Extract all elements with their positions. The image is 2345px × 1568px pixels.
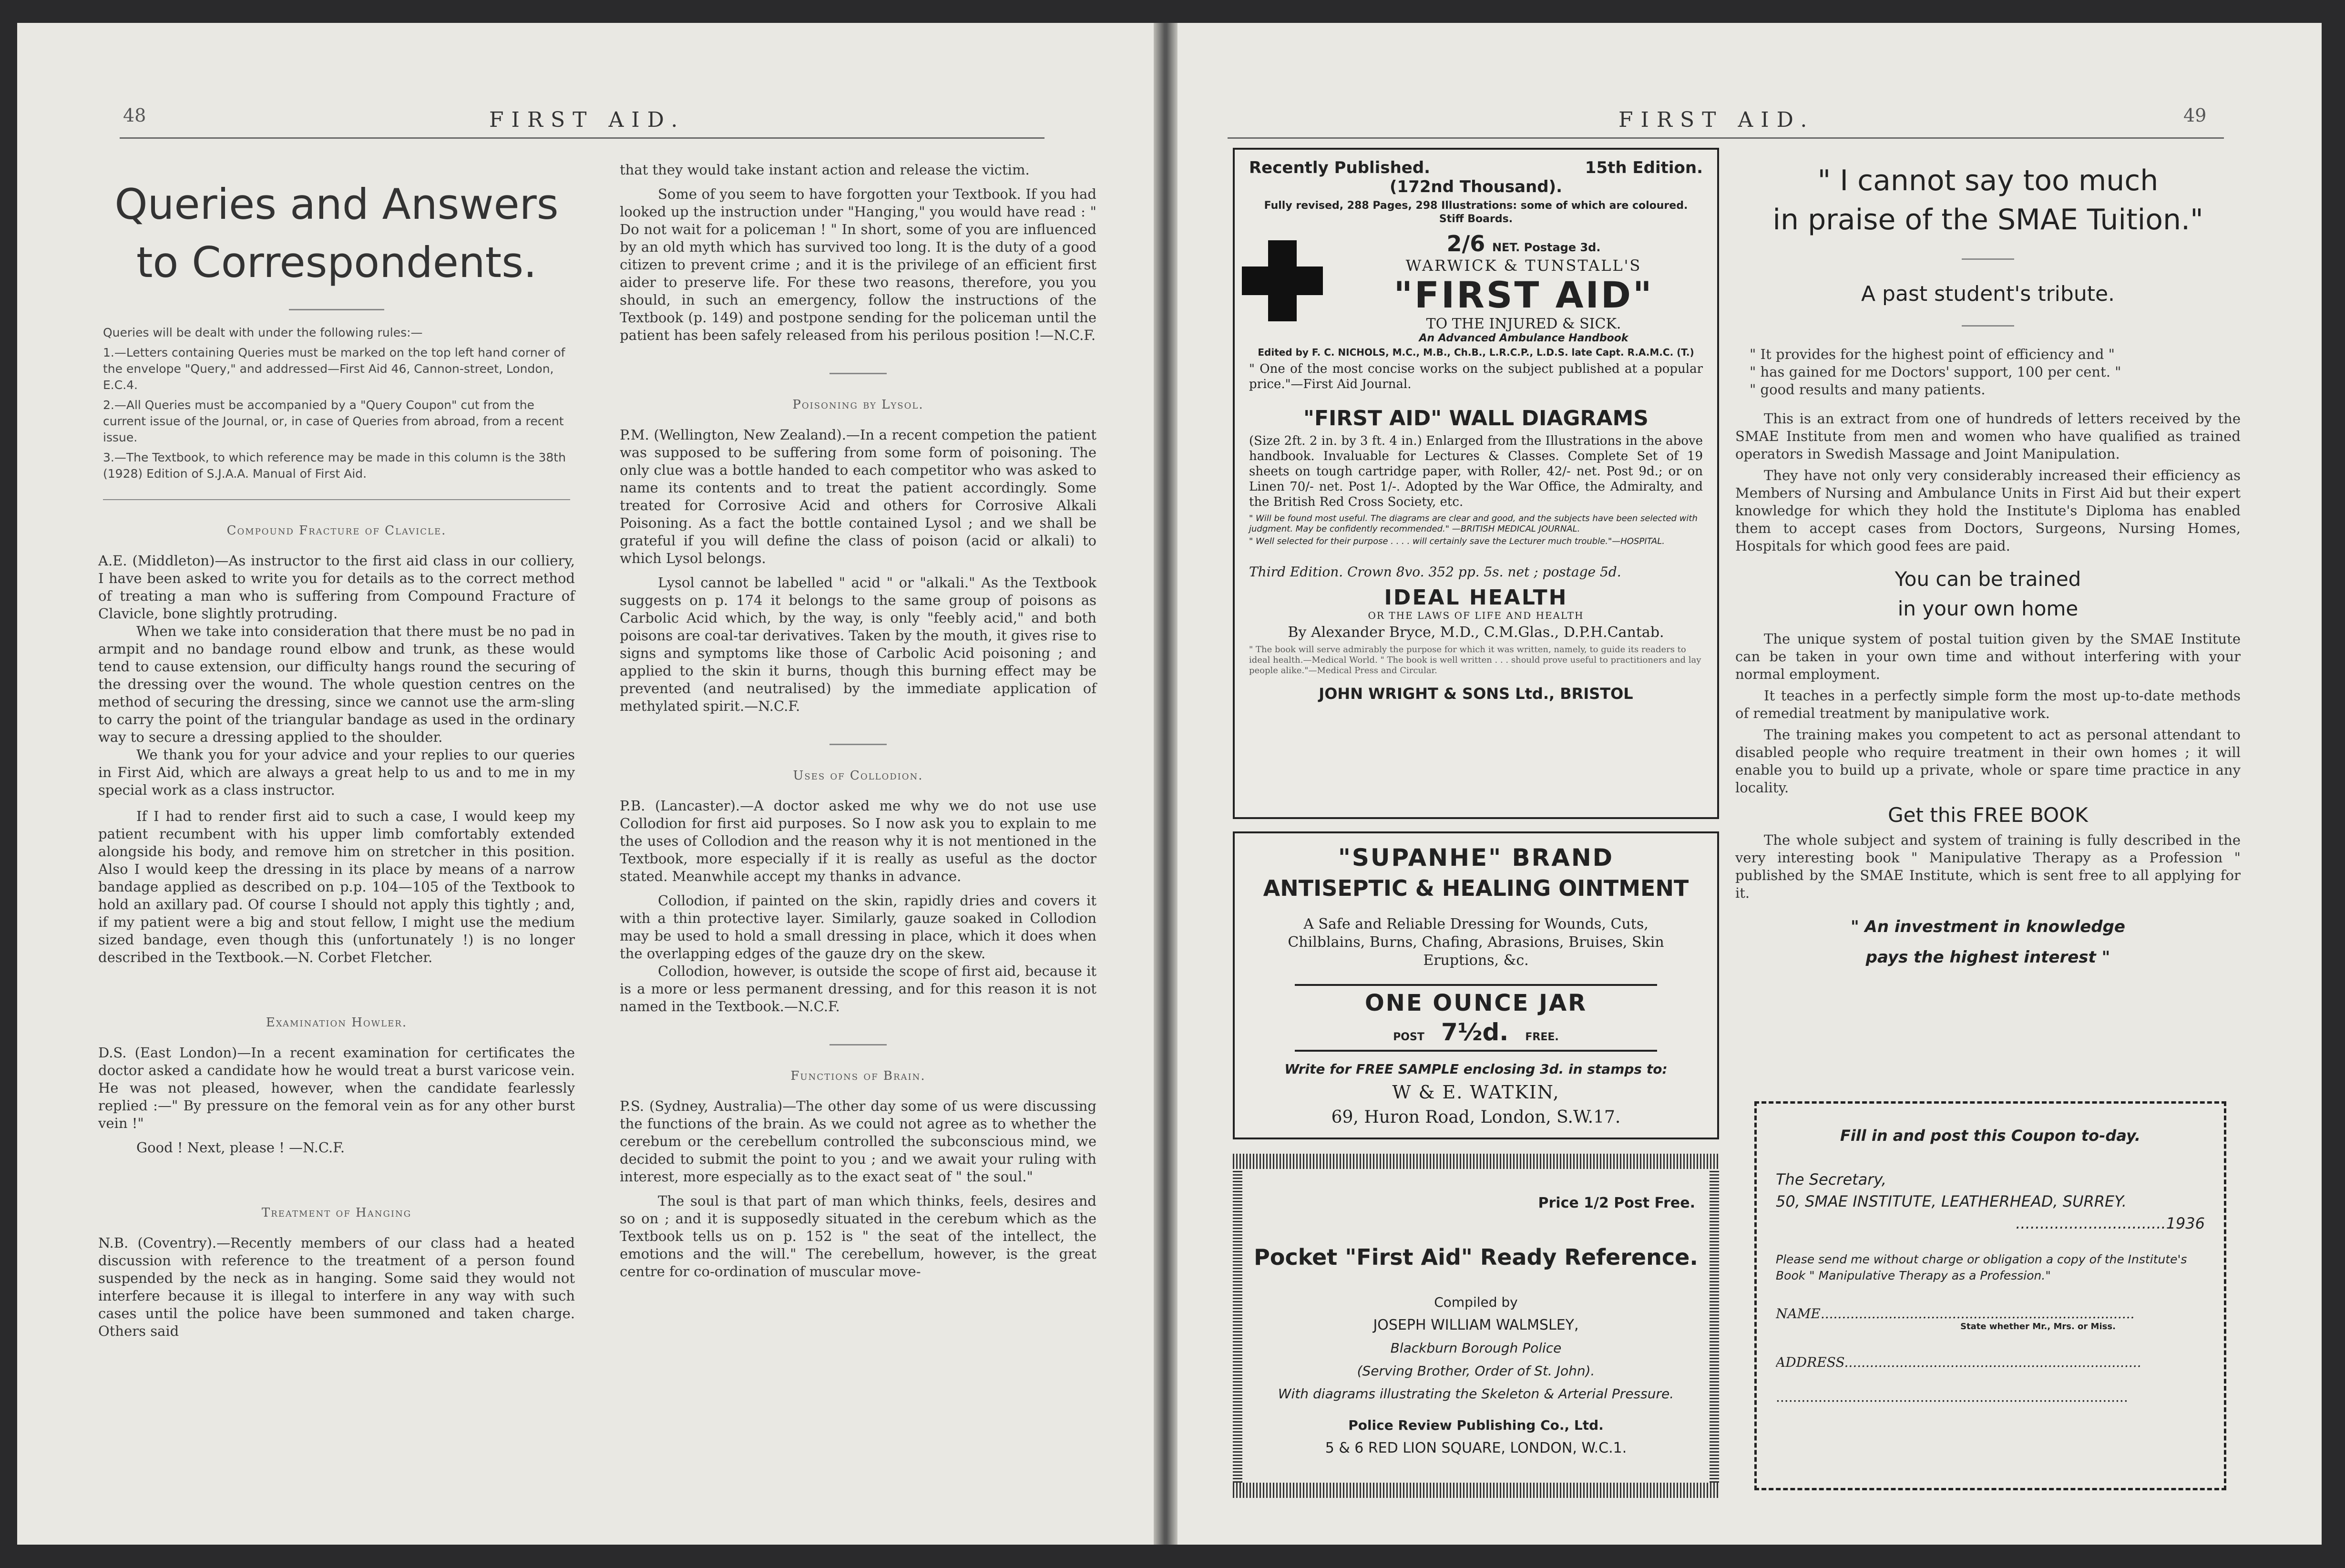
section-heading: Uses of Collodion. — [793, 769, 923, 783]
title-line-2: to Correspondents. — [136, 238, 537, 287]
coupon-to-line-2: 50, SMAE INSTITUTE, LEATHERHEAD, SURREY. — [1776, 1192, 2127, 1210]
coupon-address-block — [1776, 1168, 2205, 1234]
rules-intro: Queries will be dealt with under the following rules:— — [103, 326, 423, 339]
diagrams-quote: " Well selected for their purpose . . . . will certainly save the Lecturer much trouble."—HOSPITAL. — [1249, 536, 1665, 546]
smae-quote — [1735, 346, 2241, 399]
left-column-1 — [98, 175, 575, 1340]
headline-line-1: " I cannot say too much — [1817, 164, 2159, 197]
paragraph: Some of you seem to have forgotten your Textbook. If you had looked up the instruction under "Hanging," you would have read : " Do not wait for a policeman ! " In short, some of you are influenced by an old myth which has survived too long. It is the duty of a good citizen to prevent crime ; and it is the privilege of an efficient first aider to preserve life. For these two reasons, therefore, you you should, in such an emergency, follow the instructions of the Textbook (p. 149) and postpone sending for the policeman until the patient has been safely released from his perilous position !—N.C.F. — [620, 186, 1096, 343]
free-book-heading: Get this FREE BOOK — [1888, 803, 2088, 827]
coupon-request: Please send me without charge or obligation a copy of the Institute's Book " Manipulative Therapy as a Profession." — [1776, 1252, 2187, 1282]
paragraph: The unique system of postal tuition given by the SMAE Institute can be taken in your own time and without interfering with your normal employment. — [1735, 631, 2241, 682]
rule-2: 2.—All Queries must be accompanied by a "Query Coupon" cut from the current issue of the Journal, or, in case of Queries from abroad, from a recent issue. — [103, 398, 564, 444]
pocket-publisher-address: 5 & 6 RED LION SQUARE, LONDON, W.C.1. — [1325, 1440, 1627, 1456]
ideal-health-subtitle: OR THE LAWS OF LIFE AND HEALTH — [1368, 610, 1584, 621]
rule-1: 1.—Letters containing Queries must be marked on the top left hand corner of the envelope "Query," and addressed—First Aid 46, Cannon-street, London, E.C.4. — [103, 346, 565, 392]
smae-slogan — [1735, 912, 2241, 973]
paragraph: When we take into consideration that there must be no pad in armpit and no bandage round elbow and trunk, as these would tend to cause extension, our difficulty hangs round the securing of the dressing over the wound. The whole question centres on the method of securing the dressing, since we cannot use the arm-sling to carry the point of the triangular bandage as used in the ordinary way to secure a dressing applied to the shoulder. — [98, 623, 575, 745]
wall-diagrams-text: (Size 2ft. 2 in. by 3 ft. 4 in.) Enlarged from the Illustrations in the above handbook. Invaluable for Lectures & Classes. Complete Set of 19 sheets on tough cartridge paper, with Roller, 42/- net. Post 9d.; or on Linen 70/- net. Post 1/-. Adopted by the War Office, the Admiralty, and the British Red Cross Society, etc. — [1249, 434, 1703, 509]
book-price: 2/6 — [1446, 231, 1485, 256]
section-heading: Functions of Brain. — [790, 1069, 926, 1083]
paragraph: D.S. (East London)—In a recent examination for certificates the doctor asked a candidate how he would treat a burst varicose vein. He was not pleased, however, when the candidate fearlessly replied :—" By pressure on the femoral vein as for any other burst vein !" — [98, 1045, 575, 1131]
publisher-name: WARWICK & TUNSTALL'S — [1405, 256, 1642, 275]
supanhe-ointment-ad — [1233, 831, 1719, 1139]
header-rule-right — [1228, 137, 2224, 139]
address-field[interactable]: ADDRESS...................................................................... — [1776, 1354, 2141, 1370]
pocket-price: Price 1/2 Post Free. — [1538, 1195, 1695, 1211]
ointment-description: A Safe and Reliable Dressing for Wounds, Cuts, Chilblains, Burns, Chafing, Abrasions, Bruises, Skin Eruptions, &c. — [1288, 916, 1664, 969]
section-heading: Examination Howler. — [266, 1015, 408, 1030]
serving-line: (Serving Brother, Order of St. John). — [1357, 1363, 1595, 1379]
free-label: FREE. — [1525, 1031, 1559, 1043]
first-aid-book-ad — [1233, 148, 1719, 819]
pocket-details — [1242, 1291, 1710, 1460]
handbook-label: An Advanced Ambulance Handbook — [1419, 332, 1628, 344]
paragraph: P.M. (Wellington, New Zealand).—In a recent competion the patient was supposed to be suffering from some form of poisoning. The only clue was a bottle handed to each competitor who was asked to name its contents and to treat the patient accordingly. Some treated for Corrosive Acid and others for Corrosive Alkali Poisoning. As a fact the bottle contained Lysol ; and we shall be grateful if you will define the class of poison (acid or alkali) to which Lysol belongs. — [620, 427, 1096, 566]
pocket-publisher: Police Review Publishing Co., Ltd. — [1348, 1417, 1604, 1433]
smae-rule — [1962, 325, 2014, 327]
post-label: POST — [1393, 1031, 1424, 1043]
paragraph: that they would take instant action and release the victim. — [620, 162, 1030, 178]
paragraph: If I had to render first aid to such a case, I would keep my patient recumbent with his upper limb comfortably extended alongside his body, and remove him on stretcher in this position. Also I would keep the dressing in its place by means of a narrow bandage applied as described on p.p. 104—105 of the Textbook to hold an axillary pad. Of course I should not apply this tightly ; and, if my patient were a big and stout fellow, I might use the medium sized bandage, even though this (unfortunately !) is no longer described in the Textbook.—N. Corbet Fletcher. — [98, 808, 575, 965]
title-line-1: Queries and Answers — [114, 180, 559, 229]
name-field[interactable]: NAME.......................................................................... — [1776, 1306, 2135, 1322]
red-cross-icon — [1235, 231, 1330, 326]
book-title: "FIRST AID" — [1393, 274, 1654, 316]
paragraph: It teaches in a perfectly simple form the most up-to-date methods of remedial treatment by manipulative work. — [1735, 687, 2241, 721]
smae-advertisement — [1735, 161, 2241, 973]
paragraph: Collodion, if painted on the skin, rapidly dries and covers it with a thin protective layer. Similarly, gauze soaked in Collodion may be used to hold a small dressing in place, which it does when the overlapping edges of the gauze dry on the skew. — [620, 892, 1096, 962]
supanhe-brand-title: "SUPANHE" BRAND — [1338, 844, 1614, 871]
company-address: 69, Huron Road, London, S.W.17. — [1331, 1107, 1621, 1127]
smae-rule — [1962, 258, 2014, 260]
editor-line: Edited by F. C. NICHOLS, M.C., M.B., Ch.B., L.R.C.P., L.D.S. late Capt. R.A.M.C. (T.) — [1258, 347, 1694, 358]
ideal-health-edition: Third Edition. Crown 8vo. 352 pp. 5s. net ; postage 5d. — [1249, 564, 1621, 580]
paragraph: They have not only very considerably increased their efficiency as Members of Nursing and Ambulance Units in First Aid but their expert knowledge for which they hold the Institute's Diploma has enabled them to accept cases from Doctors, Surgeons, Nursing Homes, Hospitals for which good fees are paid. — [1735, 467, 2241, 554]
trained-line-2: in your own home — [1897, 597, 2079, 620]
pocket-first-aid-ad — [1233, 1154, 1719, 1498]
smae-body — [1735, 410, 2241, 555]
thousand-label: (172nd Thousand). — [1389, 177, 1563, 196]
book-details: Fully revised, 288 Pages, 298 Illustrations: some of which are coloured. Stiff Boards. — [1264, 200, 1688, 225]
ad-main-block — [1235, 231, 1717, 344]
trained-line-1: You can be trained — [1894, 567, 2081, 591]
decorative-border-top — [1233, 1154, 1719, 1169]
name-note: State whether Mr., Mrs. or Miss. — [1960, 1322, 2116, 1332]
page-title — [98, 175, 575, 292]
quote-line: " good results and many patients. — [1750, 381, 1986, 398]
ad-rule — [1295, 1050, 1657, 1052]
diagrams-quote: " Will be found most useful. The diagrams are clear and good, and the subjects have been selected with judgment. May be confidently recommended." —BRITISH MEDICAL JOURNAL. — [1249, 513, 1698, 534]
ad-header-line — [1249, 158, 1703, 177]
ad-title-block — [1330, 231, 1717, 344]
rules-rule — [103, 499, 570, 500]
left-column-2 — [620, 161, 1096, 1281]
ad-footer-publisher: JOHN WRIGHT & SONS Ltd., BRISTOL — [1319, 685, 1633, 703]
decorative-border-left — [1233, 1169, 1242, 1483]
section-rule — [829, 373, 887, 374]
title-rule — [289, 309, 384, 310]
paragraph: P.B. (Lancaster).—A doctor asked me why we do not use use Collodion for first aid purposes. So I now ask you to explain to me the uses of Collodion and the reason why it is not mentioned in the Textbook, more especially if it is really as useful as the doctor stated. Meanwhile accept my thanks in advance. — [620, 798, 1096, 884]
smae-body-3 — [1735, 831, 2241, 902]
tribute-line: A past student's tribute. — [1861, 282, 2115, 306]
slogan-line-2: pays the highest interest " — [1865, 948, 2110, 967]
decorative-border-bottom — [1233, 1483, 1719, 1498]
trained-heading — [1735, 564, 2241, 624]
coupon-box — [1754, 1101, 2226, 1490]
diagrams-line: With diagrams illustrating the Skeleton & Arterial Pressure. — [1278, 1386, 1674, 1402]
rule-3: 3.—The Textbook, to which reference may be made in this column is the 38th (1928) Edition of S.J.A.A. Manual of First Aid. — [103, 451, 566, 481]
one-ounce-jar: ONE OUNCE JAR — [1364, 990, 1587, 1016]
section-heading: Poisoning by Lysol. — [792, 398, 924, 412]
right-page — [1178, 23, 2322, 1545]
free-sample-line: Write for FREE SAMPLE enclosing 3d. in stamps to: — [1284, 1061, 1668, 1077]
coupon-to-line-1: The Secretary, — [1776, 1170, 1887, 1189]
section-rule — [829, 1044, 887, 1045]
edition-label: 15th Edition. — [1585, 158, 1703, 177]
paragraph: The soul is that part of man which thinks, feels, desires and so on ; and it is supposedly situated in the cerebum which as the Textbook tells us on p. 152 is " the seat of the intellect, the emotions and the will." The cerebellum, however, is the great centre for co-ordination of muscular move- — [620, 1193, 1096, 1280]
section-heading: Treatment of Hanging — [261, 1206, 412, 1220]
recently-published: Recently Published. — [1249, 158, 1431, 177]
page-number-left: 48 — [123, 105, 146, 126]
section-rule — [829, 744, 887, 745]
book-gutter — [1154, 23, 1178, 1545]
left-page — [17, 23, 1154, 1545]
coupon-year: ...............................1936 — [2016, 1214, 2205, 1232]
ointment-title: ANTISEPTIC & HEALING OINTMENT — [1263, 875, 1689, 901]
company-name: W & E. WATKIN, — [1392, 1082, 1560, 1103]
smae-headline — [1735, 161, 2241, 239]
slogan-line-1: " An investment in knowledge — [1851, 917, 2125, 936]
coupon-title: Fill in and post this Coupon to-day. — [1840, 1127, 2141, 1145]
paragraph: Good ! Next, please ! —N.C.F. — [136, 1139, 345, 1156]
page-number-right: 49 — [2183, 105, 2207, 126]
query-rules — [98, 325, 575, 482]
quote-line: " It provides for the highest point of efficiency and " — [1750, 346, 2115, 362]
decorative-border-right — [1710, 1169, 1719, 1483]
police-line: Blackburn Borough Police — [1390, 1340, 1562, 1356]
ideal-health-title: IDEAL HEALTH — [1384, 585, 1568, 610]
running-head-right: FIRST AID. — [1618, 108, 1815, 132]
post-price: 7½d. — [1441, 1018, 1509, 1046]
paragraph: The training makes you competent to act as personal attendant to disabled people who require treatment in their own homes ; it will enable you to build up a private, whole or spare time practice in any locality. — [1735, 727, 2241, 796]
ad-rule — [1295, 984, 1657, 986]
pocket-title: Pocket "First Aid" Ready Reference. — [1254, 1244, 1698, 1270]
column-1-text — [98, 522, 575, 1340]
smae-body-2 — [1735, 630, 2241, 797]
paragraph: P.S. (Sydney, Australia)—The other day some of us were discussing the functions of the brain. As we could not agree as to whether the cerebum or the cerebellum controlled the subconscious mind, we decided to submit the point to you ; and we await your ruling with interest, more especially as to the exact seat of " the soul." — [620, 1098, 1096, 1185]
book-subtitle: TO THE INJURED & SICK. — [1426, 316, 1621, 332]
headline-line-2: in praise of the SMAE Tuition." — [1772, 203, 2203, 236]
price-note: NET. Postage 3d. — [1492, 241, 1601, 254]
running-head-left: FIRST AID. — [489, 108, 686, 132]
pocket-author: JOSEPH WILLIAM WALMSLEY, — [1373, 1317, 1579, 1333]
section-heading: Compound Fracture of Clavicle. — [226, 523, 447, 538]
paragraph: N.B. (Coventry).—Recently members of our class had a heated discussion with reference to the treatment of a person found suspended by the neck as in hanging. Some said they would not interfere because it is illegal to interfere in any way with such cases until the police have been summoned and taken charge. Others said — [98, 1235, 575, 1339]
paragraph: A.E. (Middleton)—As instructor to the first aid class in our colliery, I have been asked to write you for details as to the correct method of treating a man who is suffering from Compound Fracture of Clavicle, bone slightly protruding. — [98, 553, 575, 622]
quote-line: " has gained for me Doctors' support, 100 per cent. " — [1750, 364, 2121, 380]
ideal-health-quote: " The book will serve admirably the purpose for which it was written, namely, to guide its readers to ideal health.—Medical World. " The book is well written . . . should prove useful to practitioners and lay people alike."—Medical Press and Circular. — [1249, 645, 1701, 676]
wall-diagrams-title: "FIRST AID" WALL DIAGRAMS — [1303, 406, 1649, 430]
paragraph: Collodion, however, is outside the scope of first aid, because it is a more or less permanent dressing, and for this reason it is not named in the Textbook.—N.C.F. — [620, 963, 1096, 1015]
ideal-health-author: By Alexander Bryce, M.D., C.M.Glas., D.P.H.Cantab. — [1288, 624, 1664, 641]
paragraph: This is an extract from one of hundreds of letters received by the SMAE Institute from men and women who have qualified as trained operators in Swedish Massage and Joint Manipulation. — [1735, 410, 2241, 462]
compiled-by: Compiled by — [1434, 1294, 1518, 1310]
header-rule-left — [120, 137, 1044, 139]
book-review-quote: " One of the most concise works on the subject published at a popular price."—First Aid Journal. — [1249, 362, 1703, 391]
paragraph: The whole subject and system of training is fully described in the very interesting book " Manipulative Therapy as a Profession " published by the SMAE Institute, which is sent free to all applying for it. — [1735, 832, 2241, 901]
address-field-line-2[interactable]: ................................................................................... — [1776, 1389, 2128, 1405]
paragraph: Lysol cannot be labelled " acid " or "alkali." As the Textbook suggests on p. 174 it belongs to the same group of poisons as Carbolic Acid which, by the way, is only "feebly acid," and both poisons are coal-tar derivatives. Taken by the mouth, it gives rise to signs and symptoms like those of Carbolic Acid poisoning ; and applied to the skin it burns, though this burning effect may be prevented (and neutralised) by the immediate application of methylated spirit.—N.C.F. — [620, 574, 1096, 714]
paragraph: We thank you for your advice and your replies to our queries in First Aid, which are always a great help to us and to me in my special work as a class instructor. — [98, 747, 575, 798]
